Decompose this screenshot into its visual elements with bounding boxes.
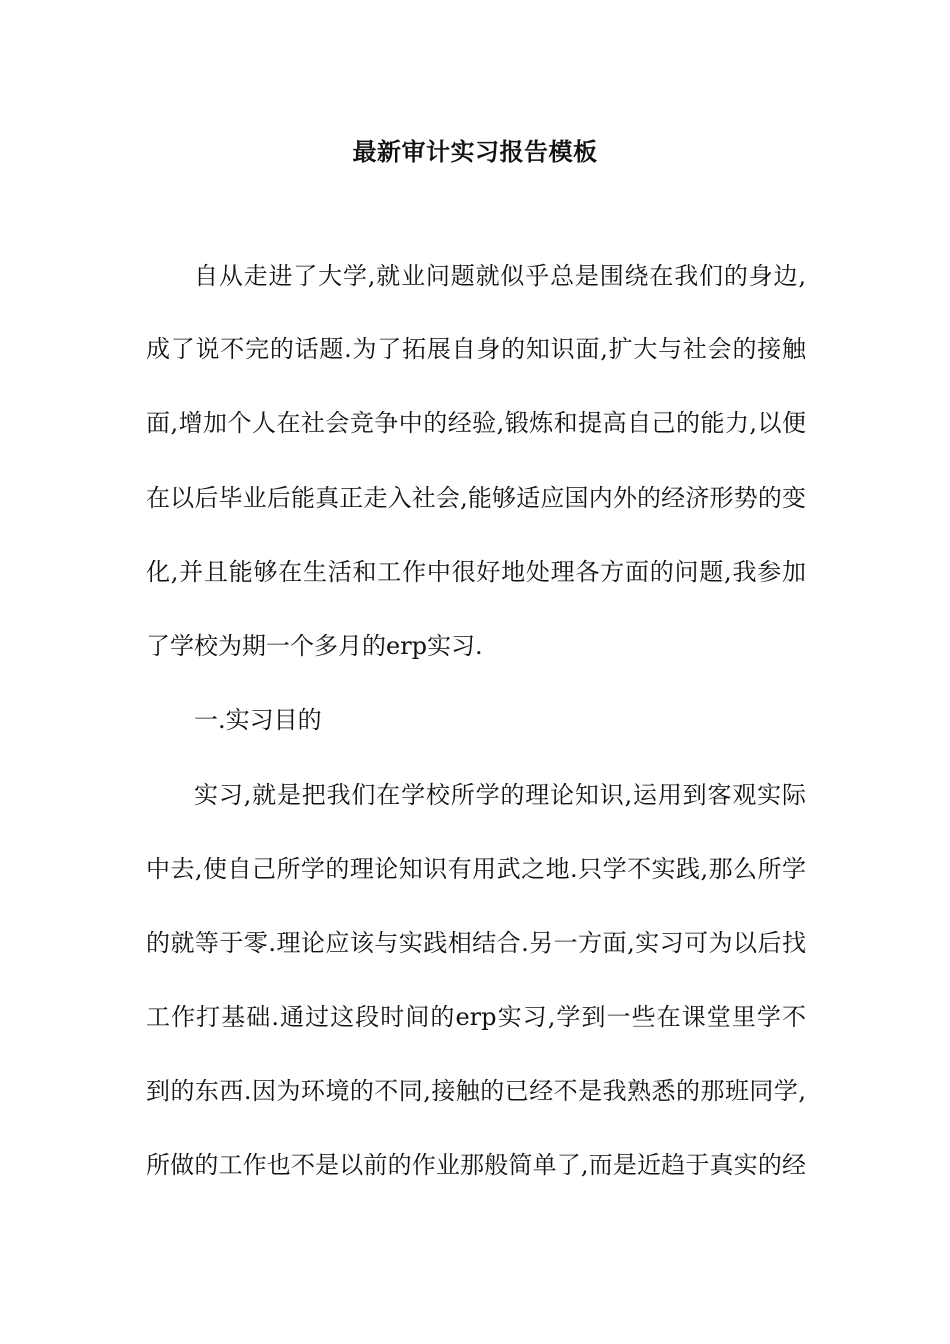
paragraph-line: 工作打基础.通过这段时间的erp实习,学到一些在课堂里学不 — [146, 1003, 806, 1031]
document-title: 最新审计实习报告模板 — [352, 137, 598, 166]
paragraph-line: 实习,就是把我们在学校所学的理论知识,运用到客观实际 — [194, 781, 806, 809]
paragraph-line: 自从走进了大学,就业问题就似乎总是围绕在我们的身边, — [194, 262, 806, 290]
paragraph-line: 成了说不完的话题.为了拓展自身的知识面,扩大与社会的接触 — [146, 335, 806, 363]
paragraph-line: 了学校为期一个多月的erp实习. — [146, 632, 483, 660]
paragraph-line: 的就等于零.理论应该与实践相结合.另一方面,实习可为以后找 — [146, 929, 806, 957]
section-heading: 一.实习目的 — [194, 706, 322, 734]
paragraph-line: 化,并且能够在生活和工作中很好地处理各方面的问题,我参加 — [146, 558, 806, 586]
paragraph-line: 在以后毕业后能真正走入社会,能够适应国内外的经济形势的变 — [146, 484, 806, 512]
paragraph-line: 中去,使自己所学的理论知识有用武之地.只学不实践,那么所学 — [146, 855, 806, 883]
paragraph-line: 到的东西.因为环境的不同,接触的已经不是我熟悉的那班同学, — [146, 1077, 806, 1105]
paragraph-line: 面,增加个人在社会竞争中的经验,锻炼和提高自己的能力,以便 — [146, 409, 806, 437]
paragraph-line: 所做的工作也不是以前的作业那般简单了,而是近趋于真实的经 — [146, 1151, 806, 1179]
